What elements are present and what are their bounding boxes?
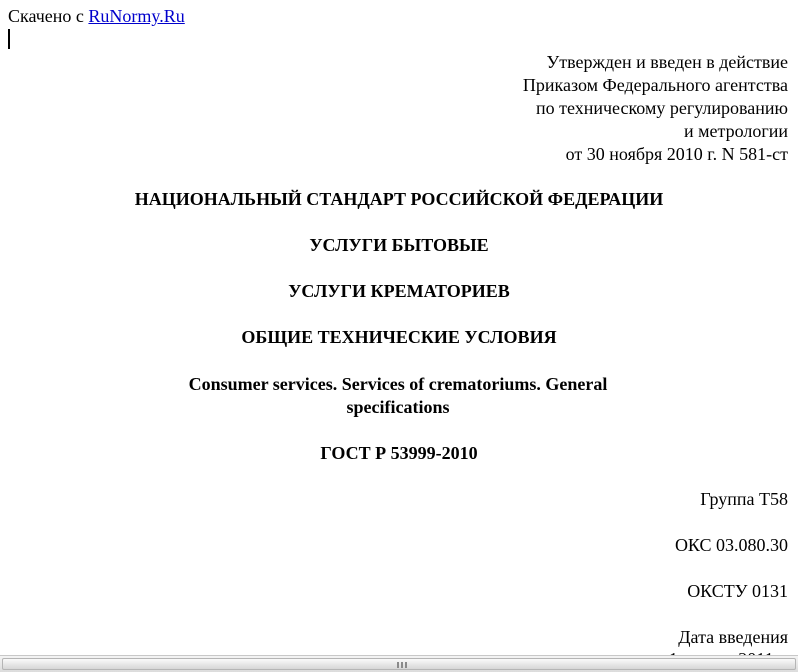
runormy-link[interactable]: RuNormy.Ru	[88, 6, 185, 26]
services-title: УСЛУГИ БЫТОВЫЕ	[309, 235, 489, 255]
download-prefix: Скачено с	[8, 6, 84, 26]
crematoria-title: УСЛУГИ КРЕМАТОРИЕВ	[288, 281, 510, 301]
approval-line: Приказом Федерального агентства	[522, 75, 788, 95]
conditions-title: ОБЩИЕ ТЕХНИЧЕСКИЕ УСЛОВИЯ	[241, 327, 557, 347]
okstu-code: ОКСТУ 0131	[687, 581, 788, 601]
gost-number: ГОСТ Р 53999-2010	[320, 443, 478, 463]
approval-line: и метрологии	[684, 121, 788, 141]
horizontal-scrollbar[interactable]	[0, 655, 798, 672]
oks-code: ОКС 03.080.30	[674, 535, 788, 555]
download-source-line	[8, 5, 185, 27]
standard-title: НАЦИОНАЛЬНЫЙ СТАНДАРТ РОССИЙСКОЙ ФЕДЕРАЦИИ	[134, 189, 664, 209]
group-code: Группа Т58	[700, 489, 788, 509]
grip-icon	[397, 662, 407, 668]
scrollbar-thumb[interactable]	[2, 658, 796, 670]
approval-line: от 30 ноября 2010 г. N 581-ст	[565, 144, 788, 164]
approval-block	[523, 51, 788, 166]
intro-date-label: Дата введения	[678, 627, 788, 647]
approval-line: по техническому регулированию	[535, 98, 788, 118]
approval-line: Утвержден и введен в действие	[546, 52, 788, 72]
english-title: Consumer services. Services of crematoriums. General specifications	[188, 374, 608, 417]
text-cursor	[8, 29, 10, 49]
